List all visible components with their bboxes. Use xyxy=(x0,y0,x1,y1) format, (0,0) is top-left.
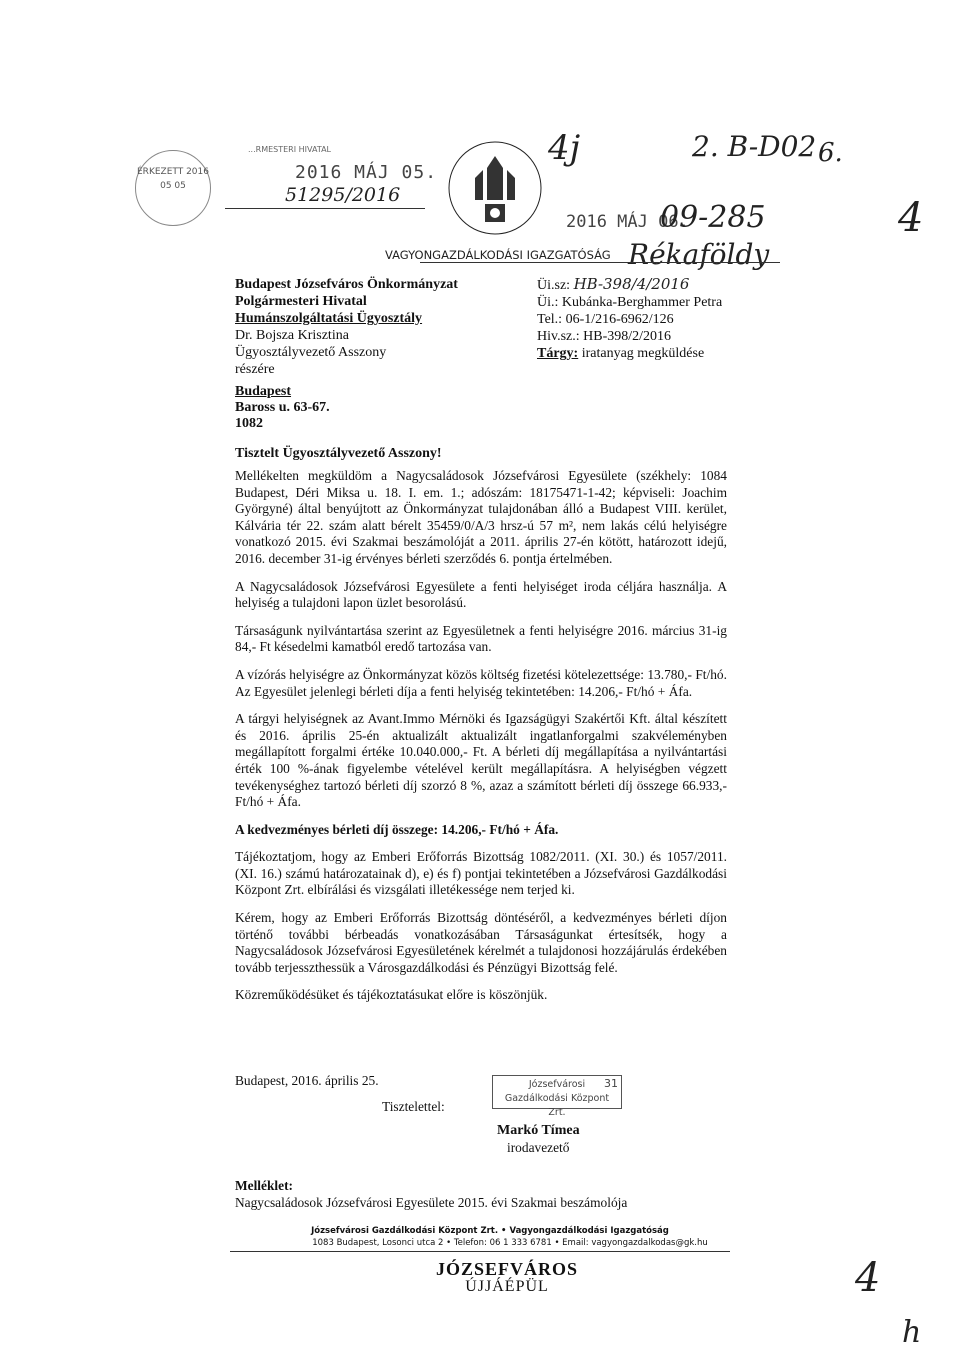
org-header-line: VAGYONGAZDÁLKODÁSI IGAZGATÓSÁG xyxy=(385,248,611,262)
paragraph-1: Mellékelten megküldöm a Nagycsaládosok Józsefvárosi Egyesülete (székhely: 1084 Budapest, Déri Miksa u. 18. I. em. 1.; adószám: 18175471-1-42; képviseli: Joachim Györgyné) által benyújtott az Önkormányzat tulajdonában álló a Budapest VIII. kerület, Kálvária tér 22. szám alatt bérelt 35459/0/A/3 hrsz-ú 57 m², nem lakás célú helyiségre vonatkozó 2015. évi Szakmai beszámolóját a 2011. április 27-én kötött, határozott idejű, 2016. december 31-ig érvényes bérleti szerződés 6. pontja értelmében. xyxy=(235,468,727,566)
stamp-underline xyxy=(225,208,425,209)
hand-signature-top: Rékaföldy xyxy=(628,238,770,271)
paragraph-9: Közreműködésüket és tájékoztatásukat előre is köszönjük. xyxy=(235,987,548,1003)
organization-logo xyxy=(445,138,545,238)
letter-body xyxy=(235,468,727,1015)
address-city: Budapest Baross u. 63-67. 1082 xyxy=(235,384,330,431)
received-stamp-date: 2016 MÁJ 05. xyxy=(295,162,438,183)
small-header-text: ...RMESTERI HIVATAL xyxy=(248,145,332,154)
paragraph-4a: A vízórás helyiségre az Önkormányzat közös költség fizetési kötelezettsége: 13.780,- Ft/hó. xyxy=(235,666,727,682)
logo-emblem-icon xyxy=(445,138,545,238)
corner-mark-initials: 4 xyxy=(855,1255,881,1301)
reference-block: Üi.sz: HB-398/4/2016 Üi.: Kubánka-Berghammer Petra Tel.: 06-1/216-6962/126 Hiv.sz.: HB-398/2/2016 Tárgy: iratanyag megküldése xyxy=(537,275,723,361)
right-received-stamp: 2016 MÁJ 06. xyxy=(566,212,689,232)
signer-title: irodavezető xyxy=(507,1140,570,1155)
attachment-label: Melléklet: xyxy=(235,1178,293,1193)
paragraph-8: Kérem, hogy az Emberi Erőforrás Bizottság döntéséről, a kedvezményes bérleti díjon történő további bérbeadás vonatkozásában Társaságunkat értesítsék, hogy a Nagycsaládosok Józsefvárosi Egyesületének kérelmét a tulajdonosi hozzájárulás érdekében tovább terjesszthessük a Városgazdálkodási és Pénzügyi Bizottság felé. xyxy=(235,910,727,975)
letter-date: Budapest, 2016. április 25. xyxy=(235,1073,379,1088)
paragraph-3: Társaságunk nyilvántartása szerint az Egyesületnek a fenti helyiségre 2016. március 31-ig 84,- Ft késedelmi kamatból eredő tartozása van. xyxy=(235,622,727,655)
hand-note-4-right: 4 xyxy=(898,195,924,241)
attachment-text: Nagycsaládosok Józsefvárosi Egyesülete 2015. évi Szakmai beszámolója xyxy=(235,1195,628,1210)
received-stamp-number: 51295/2016 xyxy=(285,184,401,206)
hand-note-4j: 4j xyxy=(548,128,581,168)
paragraph-5: A tárgyi helyiségnek az Avant.Immo Mérnöki és Igazságügyi Szakértői Kft. által készített és 2016. április 25-én aktualizált aktualizált ingatlanforgalmi szakvéleményben megállapított forgalmi értéke 10.040.000,- Ft. A bérleti díj megállapítása a nyilvántartási érték 100 %-ának figyelembe vételével került megállapításra. A helyiségben végzett tevékenységhez tartozó bérleti díj szorzó 8 %, azaz a számított bérleti díj összege 66.933,- Ft/hó + Áfa. xyxy=(235,711,727,810)
hand-note-6: 6. xyxy=(818,138,843,168)
paragraph-6: A kedvezményes bérleti díj összege: 14.206,- Ft/hó + Áfa. xyxy=(235,821,559,837)
received-circle-stamp: ÉRKEZETT 2016 05 05 xyxy=(135,150,211,226)
recipient-address: Budapest Józsefváros Önkormányzat Polgármesteri Hivatal Humánszolgáltatási Ügyosztály Dr. Bojsza Krisztina Ügyosztályvezető Asszony részére xyxy=(235,277,458,377)
paragraph-2: A Nagycsaládosok Józsefvárosi Egyesülete a fenti helyiséget iroda céljára használja. A helyiség a tulajdoni lapon üzlet besorolású. xyxy=(235,578,727,611)
company-stamp: Józsefvárosi Gazdálkodási Központ Zrt. 31 xyxy=(492,1075,622,1109)
header-rule xyxy=(420,262,780,263)
hand-note-number: 09-285 xyxy=(660,200,766,235)
footer-line-1: Józsefvárosi Gazdálkodási Központ Zrt. • Vagyongazdálkodási Igazgatóság xyxy=(311,1226,669,1236)
footer-rule xyxy=(230,1251,730,1252)
hand-note-code: 2. B-D02 xyxy=(692,130,817,163)
paragraph-7: Tájékoztatjom, hogy az Emberi Erőforrás Bizottság 1082/2011. (XI. 30.) és 1057/2011. (XI. 16.) számú határozatainak d), e) és f) pontjai tekintetében a Józsefvárosi Gazdálkodási Központ Zrt. elbírálási és vizsgálati illetékessége nem terjed ki. xyxy=(235,849,727,898)
signer-name: Markó Tímea xyxy=(497,1123,580,1138)
corner-mark-h: h xyxy=(902,1315,922,1350)
salutation: Tisztelt Ügyosztályvezető Asszony! xyxy=(235,446,442,461)
footer-line-2: 1083 Budapest, Losonci utca 2 • Telefon: 06 1 333 6781 • Email: vagyongazdalkodas@gk.hu xyxy=(312,1238,708,1248)
closing: Tisztelettel: xyxy=(382,1099,445,1114)
footer-logo: JÓZSEFVÁROS ÚJJÁÉPÜL xyxy=(436,1259,579,1295)
paragraph-4b: Az Egyesület jelenlegi bérleti díja a fenti helyiség tekintetében: 14.206,- Ft/hó + Áfa. xyxy=(235,683,693,699)
